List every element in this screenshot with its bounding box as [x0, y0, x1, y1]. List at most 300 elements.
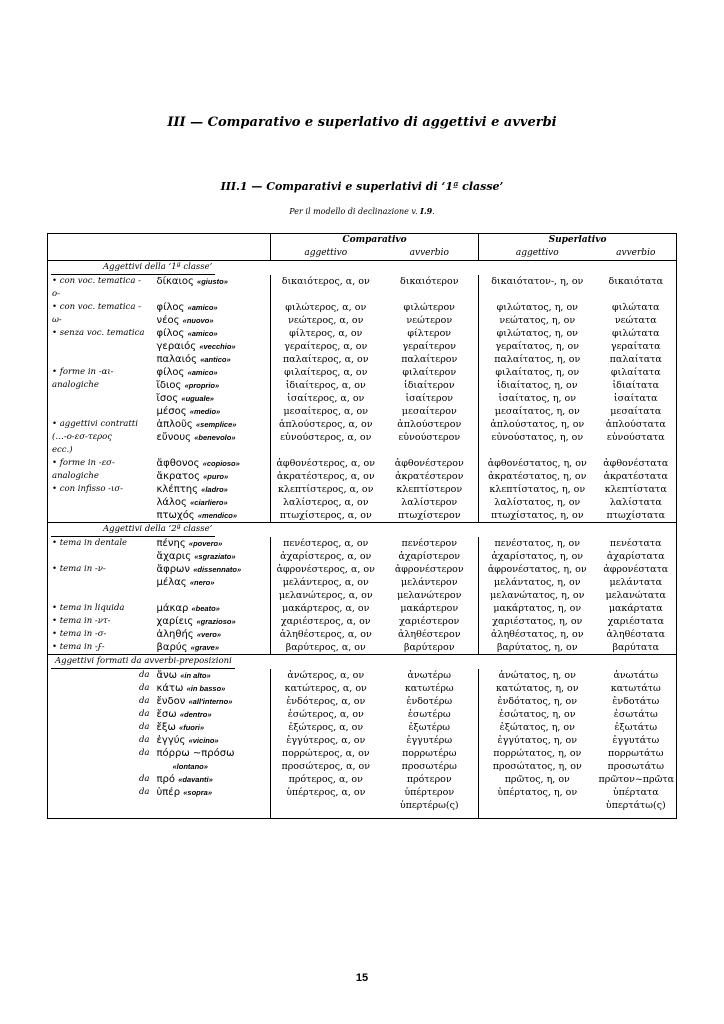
comp-adverb-cell-line: κλεπτίστερον [396, 484, 463, 495]
sup-adverb-cell-line: ἀφθονέστατα [603, 458, 669, 469]
comp-adjective-cell-line: πενέστερος, α, ον [283, 538, 369, 549]
sup-adjective-cell [479, 275, 596, 301]
category-cell-line: ω- [52, 315, 62, 325]
header-comp-aggettivo: aggettivo [271, 247, 381, 261]
table-row [48, 275, 677, 301]
comp-adjective-cell-line: μεσαίτερος, α, ον [283, 406, 368, 417]
sup-adverb-cell [596, 537, 677, 563]
sup-adverb-cell-line: φιλώτατα [612, 302, 660, 313]
category-cell-line: • tema in dentale [52, 538, 128, 548]
comp-adverb-cell [381, 773, 479, 786]
page-number: 15 [355, 972, 369, 984]
sup-adjective-cell-line: φιλώτατος, η, ον [496, 302, 578, 313]
word-entry [157, 405, 268, 418]
comp-adjective-cell-line: εὐνούστερος, α, ον [280, 432, 372, 443]
sup-adverb-cell [596, 602, 677, 615]
sup-adjective-cell [479, 641, 596, 655]
word-gloss: «copioso» [202, 459, 240, 468]
category-cell-line: • tema in -σ- [52, 629, 107, 639]
sup-adjective-cell [479, 786, 596, 819]
table-row [48, 366, 677, 418]
comp-adjective-cell-line: φιλώτερος, α, ον [285, 302, 367, 313]
comp-adjective-cell-line: ἀνώτερος, α, ον [287, 670, 365, 681]
sup-adverb-cell-line: ἀχαρίστατα [606, 551, 665, 562]
comp-adjective-cell-line: ἀφρονέστερος, α, ον [276, 564, 375, 575]
sup-adjective-cell-line: βαρύτατος, η, ον [497, 642, 578, 653]
greek-word: βαρύς [156, 642, 188, 653]
comp-adverb-cell-line: ἀφρονέστερον [394, 564, 464, 575]
comp-adjective-cell-line: ἐξώτερος, α, ον [288, 722, 364, 733]
greek-word: πτωχός [156, 510, 195, 521]
comp-adverb-cell-line: μελανώτερον [397, 590, 462, 601]
category-cell-line: • tema in -ν- [52, 564, 106, 574]
sup-adverb-cell [596, 721, 677, 734]
comp-adjective-cell [271, 682, 381, 695]
table-row [48, 721, 677, 734]
sup-adjective-cell-line: ἀφρονέστατος, η, ον [487, 564, 587, 575]
word-entry [157, 628, 268, 641]
word-gloss: «semplice» [196, 420, 237, 429]
greek-word: γεραιός [156, 341, 197, 352]
word-cell [154, 563, 271, 602]
word-cell [154, 366, 271, 418]
category-cell-line: • senza voc. tematica [52, 328, 145, 338]
word-entry [157, 602, 268, 615]
category-cell-line: analogiche [52, 380, 99, 390]
da-cell: da [138, 787, 150, 797]
category-cell [48, 602, 154, 615]
comp-adverb-cell-line: πενέστερον [401, 538, 458, 549]
word-cell [154, 483, 271, 523]
word-gloss: «vecchio» [199, 342, 236, 351]
category-cell-line: ecc.) [52, 445, 73, 455]
comp-adverb-cell-line: ἀνωτέρω [407, 670, 451, 681]
comp-adverb-cell [381, 327, 479, 366]
comp-adjective-cell-line: λαλίστερος, α, ον [283, 497, 369, 508]
sup-adjective-cell-line: ἀχαρίστατος, η, ον [491, 551, 584, 562]
word-cell [154, 708, 271, 721]
section-title: III — Comparativo e superlativo di aggettivi e avverbi [167, 115, 557, 130]
sup-adjective-cell [479, 695, 596, 708]
word-gloss: «nuovo» [182, 316, 214, 325]
word-gloss: «sgraziato» [194, 552, 236, 561]
comp-adjective-cell-line: ἀφθονέστερος, α, ον [276, 458, 375, 469]
comp-adverb-cell [381, 418, 479, 457]
sup-adjective-cell-line: ἰσαίτατος, η, ον [498, 393, 577, 404]
greek-word: ἄφρων [156, 564, 190, 575]
greek-word: μάκαρ [156, 603, 189, 614]
greek-word: δίκαιος [156, 276, 194, 287]
comp-adverb-cell-line: προσωτέρω [401, 761, 457, 772]
sup-adjective-cell [479, 708, 596, 721]
sup-adverb-cell-line: μακάρτατα [608, 603, 663, 614]
greek-word: ἀληθής [156, 629, 194, 640]
word-gloss: «vero» [196, 630, 222, 639]
category-cell [48, 537, 154, 563]
sup-adjective-cell-line: χαριέστατος, η, ον [492, 616, 583, 627]
word-gloss: «grazioso» [196, 617, 236, 626]
da-cell: da [138, 696, 150, 706]
sup-adverb-cell-line: ἐνδοτάτω [612, 696, 660, 707]
greek-word: ὑπέρ [156, 787, 181, 798]
word-gloss: «vicino» [188, 736, 219, 745]
word-cell [154, 747, 271, 773]
comp-adverb-cell-line: ἀκρατέστερον [395, 471, 464, 482]
word-gloss: «dentro» [179, 710, 212, 719]
section-label: Aggettivi formati da avverbi-preposizioni [51, 655, 235, 669]
table-row [48, 483, 677, 523]
word-cell [154, 786, 271, 819]
sup-adjective-cell-line: νεώτατος, η, ον [499, 315, 576, 326]
table-row [48, 418, 677, 457]
word-entry [157, 641, 268, 654]
comp-adjective-cell-line: πρότερος, α, ον [288, 774, 363, 785]
word-gloss: «dissennato» [193, 565, 242, 574]
category-cell-line: • aggettivi contratti [52, 419, 138, 429]
comp-adjective-cell-line: γεραίτερος, α, ον [284, 341, 368, 352]
category-cell [48, 615, 154, 628]
comp-adjective-cell-line: νεώτερος, α, ον [288, 315, 364, 326]
sup-adjective-cell-line: ἀληθέστατος, η, ον [491, 629, 584, 640]
greek-word: ἔνδον [156, 696, 186, 707]
sup-adverb-cell-line: λαλίστατα [609, 497, 662, 508]
header-superlativo: Superlativo [479, 234, 677, 248]
comp-adjective-cell-line: πτωχίστερος, α, ον [279, 510, 372, 521]
sup-adverb-cell-line: εὐνούστατα [606, 432, 665, 443]
sup-adverb-cell-line: παλαίτατα [609, 354, 662, 365]
word-entry [157, 340, 268, 353]
greek-word: ἄκρατος [156, 471, 200, 482]
sup-adverb-cell-line: πενέστατα [609, 538, 662, 549]
sup-adjective-cell-line: πτωχίστατος, η, ον [491, 510, 584, 521]
comp-adverb-cell-line: πρότερον [406, 774, 452, 785]
comp-adjective-cell [271, 721, 381, 734]
section-header-row [48, 523, 677, 538]
sup-adverb-cell-line: βαρύτατα [612, 642, 660, 653]
category-cell [48, 457, 154, 483]
word-cell [154, 628, 271, 641]
comp-adverb-cell-line: νεώτερον [406, 315, 453, 326]
category-cell [48, 628, 154, 641]
comp-adjective-cell [271, 483, 381, 523]
comparison-table [47, 233, 677, 819]
word-entry [157, 563, 268, 576]
sup-adverb-cell [596, 275, 677, 301]
comp-adverb-cell [381, 786, 479, 819]
comp-adverb-cell-line: ἁπλούστερον [397, 419, 462, 430]
sup-adjective-cell-line: ἀνώτατος, η, ον [498, 670, 576, 681]
comp-adverb-cell-line: ὑπέρτερον [404, 787, 455, 798]
comp-adverb-cell [381, 641, 479, 655]
table-row [48, 563, 677, 602]
note-reference: I.9 [420, 206, 433, 216]
comp-adverb-cell-line: ἰδιαίτερον [403, 380, 455, 391]
comp-adjective-cell-line: ἀκρατέστερος, α, ον [276, 471, 375, 482]
comp-adjective-cell-line: ἀχαρίστερος, α, ον [280, 551, 372, 562]
comp-adjective-cell-line: μελανώτερος, α, ον [278, 590, 373, 601]
greek-word: πένης [156, 538, 186, 549]
greek-word: κλέπτης [156, 484, 198, 495]
word-gloss: «lontano» [172, 762, 208, 771]
sup-adverb-cell-line: χαριέστατα [607, 616, 664, 627]
comp-adverb-cell [381, 483, 479, 523]
comp-adjective-cell [271, 773, 381, 786]
header-row-2 [48, 247, 677, 261]
word-entry [157, 431, 268, 444]
sup-adverb-cell [596, 327, 677, 366]
word-cell [154, 682, 271, 695]
word-gloss: «in alto» [180, 671, 211, 680]
comp-adjective-cell-line: φίλτερος, α, ον [289, 328, 363, 339]
word-cell [154, 615, 271, 628]
comp-adverb-cell [381, 366, 479, 418]
category-cell [48, 366, 154, 418]
comp-adverb-cell [381, 734, 479, 747]
table-row [48, 708, 677, 721]
table-row [48, 695, 677, 708]
sup-adverb-cell-line: ἰσαίτατα [613, 393, 658, 404]
sup-adjective-cell-line: ἰδιαίτατος, η, ον [496, 380, 578, 391]
comp-adverb-cell-line: ἐνδοτέρω [406, 696, 453, 707]
table-row [48, 669, 677, 682]
word-gloss: «all'interno» [188, 697, 233, 706]
comp-adverb-cell [381, 301, 479, 327]
comp-adjective-cell [271, 457, 381, 483]
word-cell [154, 773, 271, 786]
sup-adverb-cell-line: νεώτατα [614, 315, 657, 326]
sup-adjective-cell [479, 327, 596, 366]
sup-adjective-cell-line: κλεπτίστατος, η, ον [489, 484, 586, 495]
sup-adjective-cell [479, 747, 596, 773]
sup-adjective-cell-line: μελάντατος, η, ον [493, 577, 581, 588]
comp-adjective-cell [271, 786, 381, 819]
header-sup-aggettivo: aggettivo [479, 247, 596, 261]
comp-adjective-cell-line: ἐνδότερος, α, ον [286, 696, 366, 707]
table-row [48, 682, 677, 695]
word-gloss: «giusto» [197, 277, 228, 286]
sup-adjective-cell-line: προσώτατος, η, ον [492, 761, 582, 772]
sup-adverb-cell [596, 301, 677, 327]
sup-adjective-cell-line: μελανώτατος, η, ον [490, 590, 585, 601]
comp-adjective-cell-line: πορρώτερος, α, ον [281, 748, 370, 759]
sup-adverb-cell-line: ἐξωτάτω [614, 722, 658, 733]
category-cell [48, 641, 154, 655]
word-cell [154, 641, 271, 655]
sup-adjective-cell-line: ἐσώτατος, η, ον [498, 709, 576, 720]
greek-word: λάλος [156, 497, 187, 508]
comp-adjective-cell [271, 708, 381, 721]
sup-adjective-cell [479, 669, 596, 682]
sup-adverb-cell-line: μελανώτατα [605, 590, 666, 601]
sup-adverb-cell-line: φιλαίτατα [610, 367, 661, 378]
word-cell [154, 734, 271, 747]
comp-adjective-cell [271, 641, 381, 655]
sup-adjective-cell [479, 615, 596, 628]
greek-word: χαρίεις [156, 616, 194, 627]
category-cell-line: • con voc. tematica - [52, 276, 141, 286]
sup-adjective-cell [479, 366, 596, 418]
sup-adverb-cell-line: ὑπερτάτω(ς) [605, 800, 666, 811]
da-cell: da [138, 722, 150, 732]
category-cell-line: • forme in -αι- [52, 367, 114, 377]
word-gloss: «nero» [189, 578, 215, 587]
word-entry [157, 392, 268, 405]
sup-adjective-cell [479, 682, 596, 695]
sup-adverb-cell [596, 734, 677, 747]
sup-adjective-cell [479, 418, 596, 457]
da-cell: da [138, 735, 150, 745]
comp-adjective-cell-line: ἰσαίτερος, α, ον [287, 393, 365, 404]
sup-adjective-cell-line: εὐνούστατος, η, ον [491, 432, 584, 443]
greek-word: φίλος [156, 328, 185, 339]
sup-adverb-cell [596, 563, 677, 602]
sup-adverb-cell-line: κατωτάτω [610, 683, 661, 694]
sup-adverb-cell [596, 457, 677, 483]
category-cell [48, 275, 154, 301]
word-cell [154, 418, 271, 457]
sup-adjective-cell [479, 301, 596, 327]
sup-adjective-cell [479, 537, 596, 563]
category-cell-line: ο- [52, 289, 60, 299]
comp-adjective-cell [271, 669, 381, 682]
sup-adjective-cell [479, 628, 596, 641]
comp-adjective-cell [271, 366, 381, 418]
word-entry [157, 470, 268, 483]
word-cell [154, 602, 271, 615]
word-entry [157, 457, 268, 470]
word-gloss: «povero» [188, 539, 223, 548]
section-header-row [48, 261, 677, 276]
comp-adverb-cell-line: ἐγγυτέρω [406, 735, 453, 746]
sup-adverb-cell-line: γεραίτατα [610, 341, 661, 352]
greek-word: μέσος [156, 406, 187, 417]
da-cell: da [138, 709, 150, 719]
greek-word: φίλος [156, 367, 185, 378]
comp-adverb-cell-line: ἀχαρίστερον [398, 551, 461, 562]
sup-adjective-cell-line: δικαιότατον-, η, ον [491, 276, 584, 287]
sup-adjective-cell-line: φιλαίτατος, η, ον [495, 367, 580, 378]
word-entry [157, 576, 268, 589]
word-gloss: «in basso» [186, 684, 226, 693]
greek-word: ἔσω [156, 709, 177, 720]
comp-adjective-cell-line: ἐγγύτερος, α, ον [286, 735, 366, 746]
comp-adjective-cell [271, 747, 381, 773]
greek-word: ἄφθονος [156, 458, 200, 469]
word-gloss: «mendico» [197, 511, 238, 520]
word-cell [154, 537, 271, 563]
word-entry [157, 275, 268, 288]
table-row [48, 615, 677, 628]
table-row [48, 537, 677, 563]
word-gloss: «beato» [191, 604, 220, 613]
sup-adjective-cell-line: ἐνδότατος, η, ον [497, 696, 578, 707]
word-entry [157, 550, 268, 563]
sup-adverb-cell [596, 773, 677, 786]
sup-adjective-cell-line: λαλίστατος, η, ον [494, 497, 581, 508]
table-row [48, 773, 677, 786]
comp-adverb-cell-line: ἐξωτέρω [408, 722, 451, 733]
comp-adjective-cell [271, 734, 381, 747]
sup-adjective-cell-line: μακάρτατος, η, ον [493, 603, 582, 614]
sup-adjective-cell [479, 773, 596, 786]
comp-adverb-cell-line: βαρύτερον [403, 642, 455, 653]
sup-adverb-cell [596, 747, 677, 773]
greek-word: κάτω [156, 683, 184, 694]
word-gloss: «antico» [200, 355, 231, 364]
sup-adjective-cell [479, 602, 596, 615]
comp-adverb-cell [381, 275, 479, 301]
sup-adverb-cell-line: ἀφρονέστατα [603, 564, 669, 575]
comp-adverb-cell-line: μεσαίτερον [401, 406, 457, 417]
sup-adverb-cell-line: ἰδιαίτατα [612, 380, 660, 391]
greek-word: ἔξω [156, 722, 176, 733]
comp-adjective-cell [271, 563, 381, 602]
word-entry [157, 327, 268, 340]
declension-note: Per il modello di declinazione v. I.9. [289, 206, 435, 216]
category-cell-line: • tema in liquida [52, 603, 125, 613]
word-cell [154, 301, 271, 327]
comp-adjective-cell-line: μελάντερος, α, ον [282, 577, 369, 588]
comp-adjective-cell [271, 615, 381, 628]
greek-word: πρό [156, 774, 175, 785]
greek-word: νέος [156, 315, 180, 326]
comp-adverb-cell-line: κατωτέρω [404, 683, 454, 694]
comp-adverb-cell-line: εὐνούστερον [398, 432, 461, 443]
word-gloss: «fuori» [179, 723, 205, 732]
comp-adverb-cell-line: ἀληθέστερον [398, 629, 461, 640]
sup-adjective-cell-line: ἁπλούστατος, η, ον [490, 419, 585, 430]
word-entry [157, 418, 268, 431]
word-entry [157, 483, 268, 496]
sup-adjective-cell-line: μεσαίτατος, η, ον [494, 406, 580, 417]
category-cell-line: • con infisso -ισ- [52, 484, 124, 494]
sup-adjective-cell-line: πρῶτος, η, ον [504, 774, 570, 785]
comp-adjective-cell [271, 628, 381, 641]
sup-adjective-cell-line: ὑπέρτατος, η, ον [497, 787, 578, 798]
sup-adverb-cell-line: κλεπτίστατα [604, 484, 667, 495]
word-entry [157, 353, 268, 366]
comp-adverb-cell [381, 457, 479, 483]
comp-adverb-cell [381, 563, 479, 602]
sup-adverb-cell-line: ἀκρατέστατα [603, 471, 668, 482]
word-entry [157, 496, 268, 509]
greek-word: ἴσος [156, 393, 179, 404]
section-label: Aggettivi della ‘2ª classe’ [51, 523, 215, 537]
comp-adjective-cell-line: κατώτερος, α, ον [284, 683, 367, 694]
sup-adverb-cell-line: πτωχίστατα [606, 510, 666, 521]
word-gloss: «amico» [187, 329, 218, 338]
category-cell-line: • forme in -εσ- [52, 458, 115, 468]
comp-adverb-cell [381, 628, 479, 641]
sup-adjective-cell [479, 457, 596, 483]
sup-adverb-cell [596, 366, 677, 418]
comp-adjective-cell-line: ἰδιαίτερος, α, ον [285, 380, 366, 391]
sup-adjective-cell [479, 721, 596, 734]
sup-adjective-cell [479, 563, 596, 602]
greek-word: ἄνω [156, 670, 178, 681]
sup-adverb-cell [596, 695, 677, 708]
word-cell [154, 275, 271, 301]
word-gloss: «amico» [187, 368, 218, 377]
category-cell [48, 327, 154, 366]
comp-adjective-cell-line: παλαίτερος, α, ον [282, 354, 369, 365]
category-cell-line: • tema in -ϝ- [52, 642, 105, 652]
comp-adjective-cell [271, 695, 381, 708]
greek-word: εὔνους [156, 432, 192, 443]
comp-adjective-cell [271, 602, 381, 615]
comp-adjective-cell-line: ἀληθέστερος, α, ον [279, 629, 372, 640]
header-row-1 [48, 234, 677, 248]
